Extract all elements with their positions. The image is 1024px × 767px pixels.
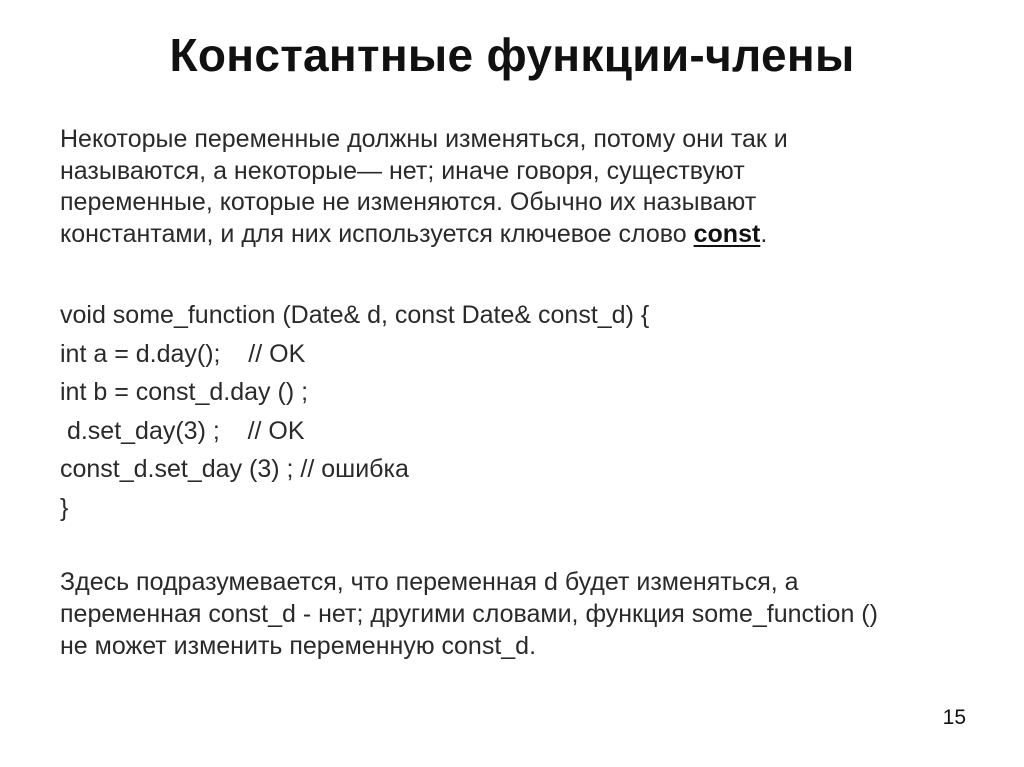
intro-line-with-keyword bbox=[60, 219, 960, 251]
code-line: int a = d.day(); // OK bbox=[60, 339, 306, 368]
explanation-paragraph bbox=[60, 566, 980, 662]
intro-line: называются, а некоторые— нет; иначе говоря, существуют bbox=[60, 156, 745, 185]
explanation-line: переменная const_d - нет; другими словами, функция some_function () bbox=[60, 600, 878, 628]
code-line: } bbox=[60, 493, 69, 522]
code-line: int b = const_d.day () ; bbox=[60, 378, 309, 406]
page-number: 15 bbox=[942, 706, 966, 729]
intro-line-prefix: константами, и для них используется ключевое слово bbox=[60, 219, 694, 248]
slide-title: Константные функции-члены bbox=[169, 29, 855, 81]
code-line: void some_function (Date& d, const Date& const_d) { bbox=[60, 301, 650, 329]
intro-line: Некоторые переменные должны изменяться, потому они так и bbox=[60, 125, 788, 153]
intro-line-suffix: . bbox=[760, 219, 768, 248]
code-line: const_d.set_day (3) ; // ошибка bbox=[60, 455, 409, 483]
explanation-line: Здесь подразумевается, что переменная d будет изменяться, а bbox=[60, 568, 799, 596]
code-line: d.set_day(3) ; // OK bbox=[60, 416, 305, 445]
code-example bbox=[60, 296, 960, 527]
intro-paragraph bbox=[60, 124, 960, 250]
intro-line: переменные, которые не изменяются. Обычно их называют bbox=[60, 188, 757, 216]
explanation-line: не может изменить переменную const_d. bbox=[60, 632, 537, 660]
const-keyword: const bbox=[693, 219, 761, 248]
